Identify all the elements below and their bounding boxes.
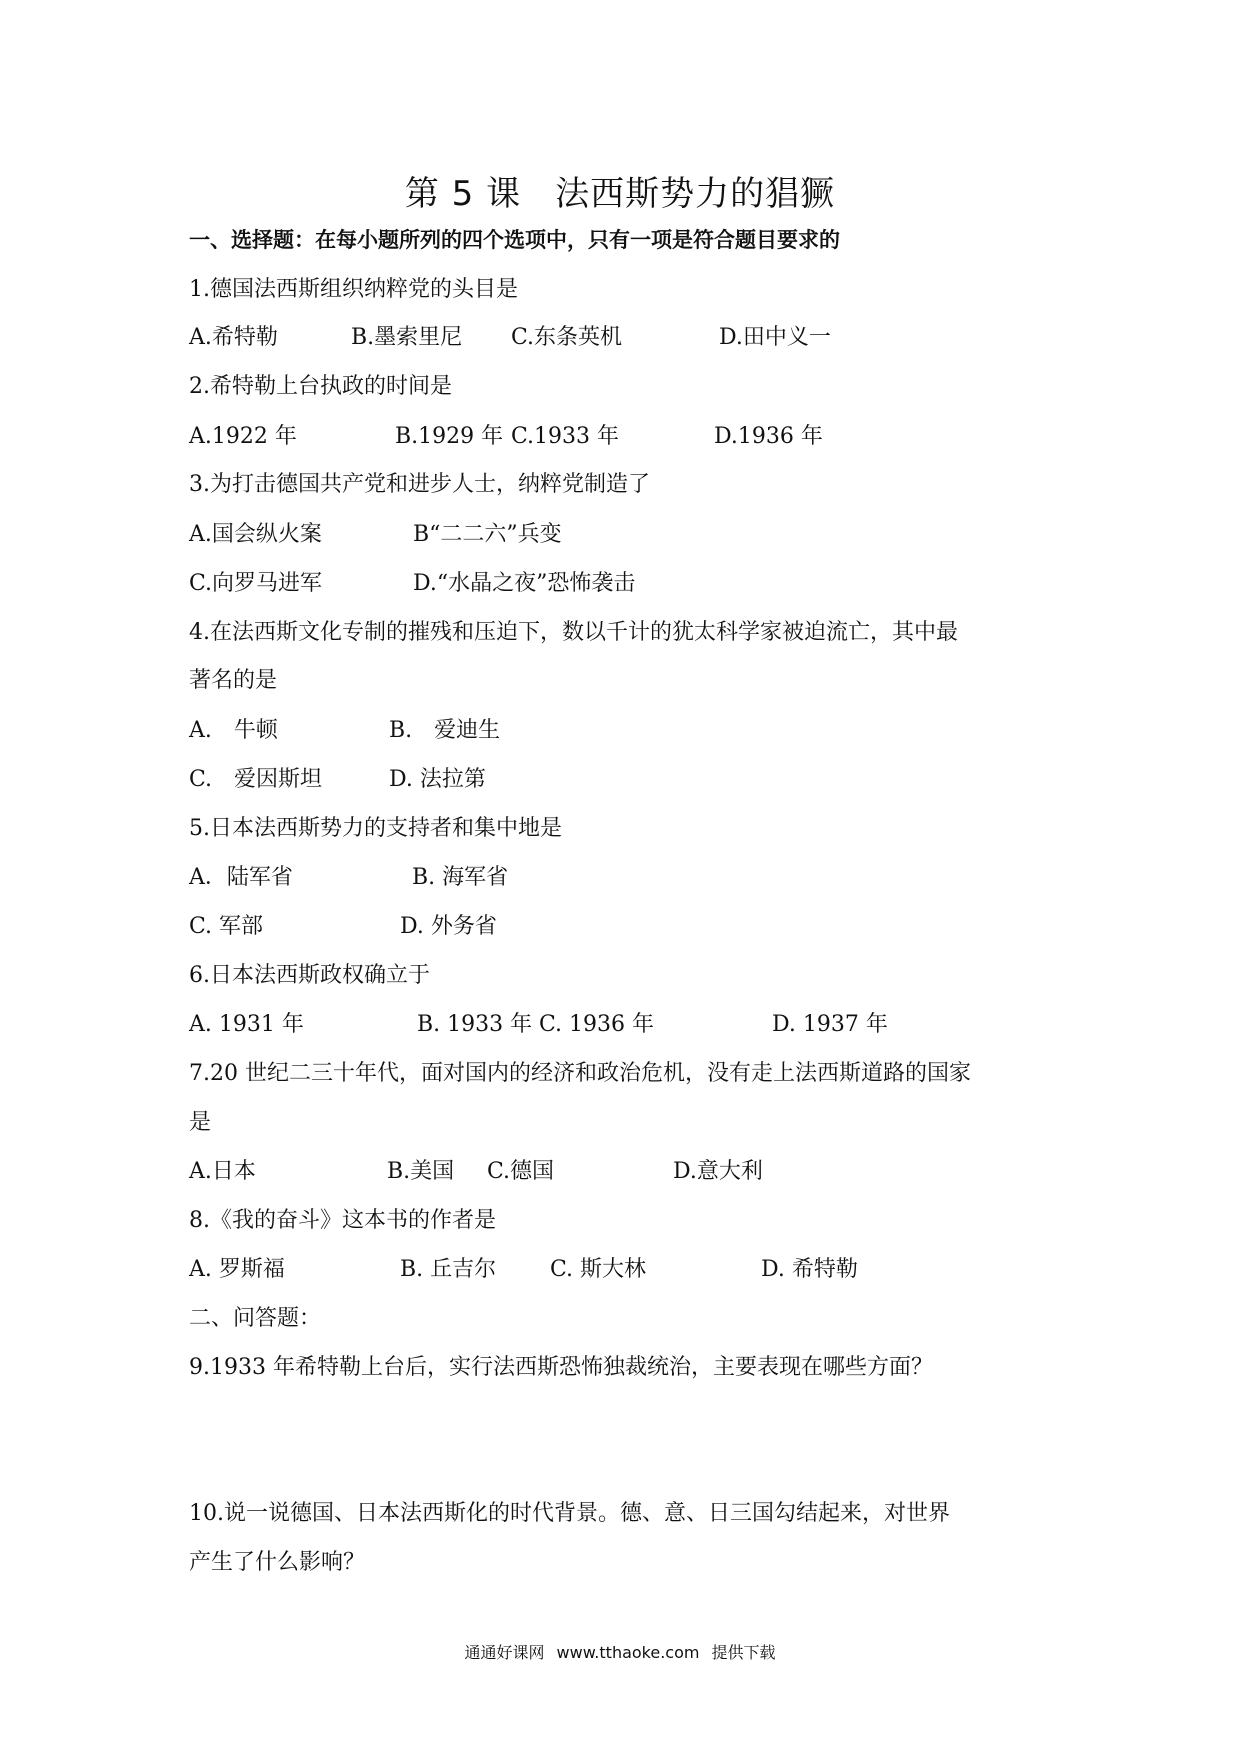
question-10-stem-line1: 10.说一说德国、日本法西斯化的时代背景。德、意、日三国勾结起来，对世界 xyxy=(189,1501,950,1526)
option-c: C. 斯大林 xyxy=(550,1257,647,1282)
option-b: B. 1933 年 xyxy=(417,1012,533,1037)
option-d: D. 外务省 xyxy=(400,914,497,939)
option-c: C. 1936 年 xyxy=(539,1012,655,1037)
option-b: B.墨索里尼 xyxy=(351,325,463,350)
lesson-name: 法西斯势力的猖獗 xyxy=(555,174,836,214)
section-heading-qa: 二、问答题： xyxy=(189,1306,322,1331)
question-10-stem-line2: 产生了什么影响？ xyxy=(189,1550,366,1575)
option-c: C.1933 年 xyxy=(511,424,620,449)
question-6-stem: 6.日本法西斯政权确立于 xyxy=(189,963,430,988)
question-2-stem: 2.希特勒上台执政的时间是 xyxy=(189,374,452,399)
option-a: A.1922 年 xyxy=(189,424,297,449)
option-a: A. 1931 年 xyxy=(189,1012,304,1037)
page-title xyxy=(0,166,1240,215)
option-c: C.德国 xyxy=(487,1159,555,1184)
question-1-stem: 1.德国法西斯组织纳粹党的头目是 xyxy=(189,277,518,302)
lesson-number: 第 5 课 xyxy=(404,174,522,214)
option-d: D.田中义一 xyxy=(719,325,831,350)
option-b: B“二二六”兵变 xyxy=(413,522,562,547)
footer-site-name: 通通好课网 xyxy=(464,1643,545,1662)
question-5-stem: 5.日本法西斯势力的支持者和集中地是 xyxy=(189,816,562,841)
option-a: A.国会纵火案 xyxy=(189,522,322,547)
section-heading-choice: 一、选择题：在每小题所列的四个选项中，只有一项是符合题目要求的 xyxy=(189,228,840,252)
option-b: B.1929 年 xyxy=(395,424,504,449)
option-a: A.希特勒 xyxy=(189,325,278,350)
footer-note: 提供下载 xyxy=(711,1643,776,1662)
option-a: A. 罗斯福 xyxy=(189,1257,285,1282)
question-3-stem: 3.为打击德国共产党和进步人士，纳粹党制造了 xyxy=(189,472,650,497)
option-a: A. 牛顿 xyxy=(189,718,278,743)
option-a: A.日本 xyxy=(189,1159,256,1184)
option-d: D. 希特勒 xyxy=(761,1257,858,1282)
question-8-stem: 8.《我的奋斗》这本书的作者是 xyxy=(189,1208,496,1233)
option-b: B. 丘吉尔 xyxy=(400,1257,497,1282)
option-b: B.美国 xyxy=(387,1159,455,1184)
option-d: D.“水晶之夜”恐怖袭击 xyxy=(413,571,636,596)
question-4-stem-line2: 著名的是 xyxy=(189,668,278,693)
question-4-stem-line1: 4.在法西斯文化专制的摧残和压迫下，数以千计的犹太科学家被迫流亡，其中最 xyxy=(189,620,958,645)
option-d: D. 法拉第 xyxy=(389,767,486,792)
page-footer xyxy=(0,1640,1240,1663)
option-c: C. 爱因斯坦 xyxy=(189,767,323,792)
option-d: D.意大利 xyxy=(673,1159,763,1184)
footer-url: www.tthaoke.com xyxy=(556,1643,700,1662)
option-b: B. 海军省 xyxy=(412,865,509,890)
option-c: C.向罗马进军 xyxy=(189,571,323,596)
option-d: D. 1937 年 xyxy=(772,1012,888,1037)
question-9-stem: 9.1933 年希特勒上台后，实行法西斯恐怖独裁统治，主要表现在哪些方面？ xyxy=(189,1355,933,1380)
option-d: D.1936 年 xyxy=(714,424,823,449)
question-7-stem-line2: 是 xyxy=(189,1110,212,1135)
question-7-stem-line1: 7.20 世纪二三十年代，面对国内的经济和政治危机，没有走上法西斯道路的国家 xyxy=(189,1061,971,1086)
option-c: C.东条英机 xyxy=(511,325,623,350)
option-c: C. 军部 xyxy=(189,914,264,939)
option-b: B. 爱迪生 xyxy=(389,718,501,743)
option-a: A．陆军省 xyxy=(189,865,293,890)
